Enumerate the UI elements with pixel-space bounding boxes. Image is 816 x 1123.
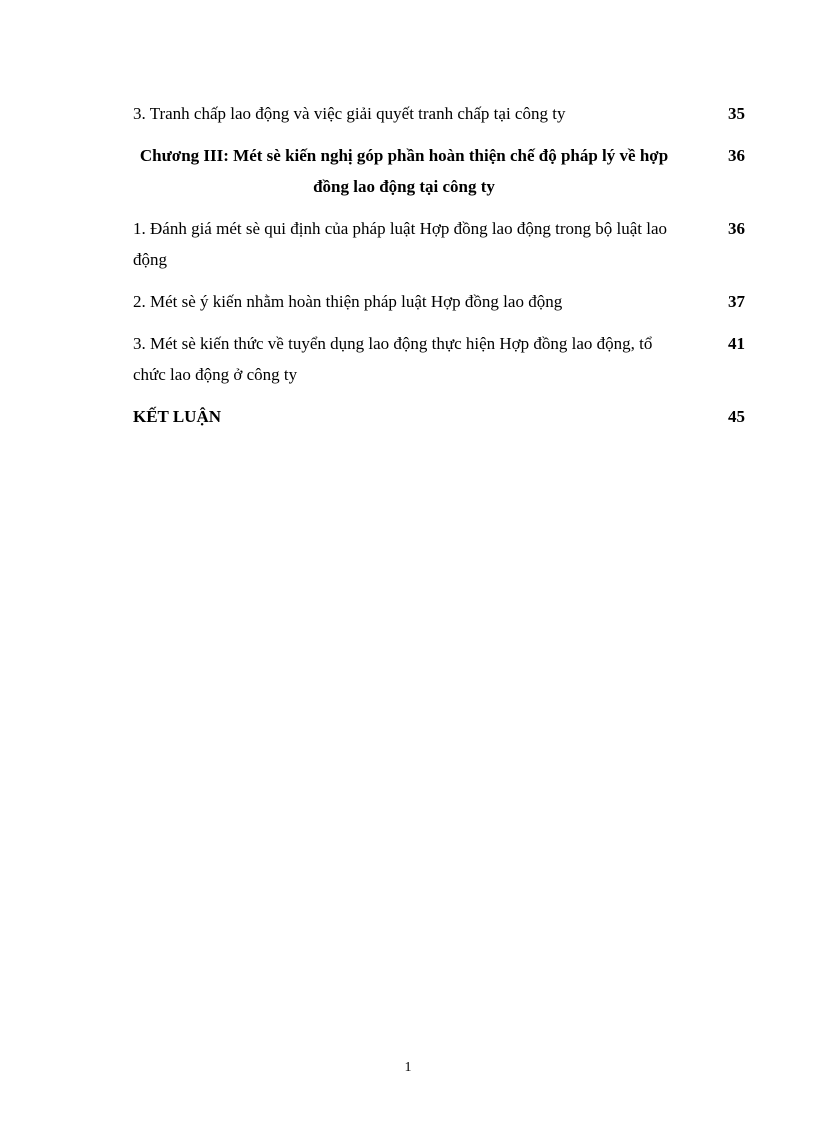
toc-entry-conclusion xyxy=(133,401,745,432)
toc-entry-recruitment-knowledge xyxy=(133,328,745,390)
toc-entry-evaluation xyxy=(133,213,745,275)
toc-entry-dispute-resolution xyxy=(133,98,745,129)
toc-entry-title: 3. Tranh chấp lao động và việc giải quyết tranh chấp tại công ty xyxy=(133,104,566,123)
toc-entry-chapter-3 xyxy=(133,140,745,202)
toc-entry-title: Chương III: Mét sè kiến nghị góp phần hoàn thiện chế độ pháp lý về hợp đồng lao động tại công ty xyxy=(139,146,669,196)
toc-entry-page: 36 xyxy=(728,219,745,238)
toc-entry-title: KẾT LUẬN xyxy=(133,407,222,426)
toc-entry-title: 3. Mét sè kiến thức về tuyển dụng lao động thực hiện Hợp đồng lao động, tổ chức lao động ở công ty xyxy=(133,334,653,384)
toc-entry-page: 35 xyxy=(728,104,745,123)
toc-entry-page: 41 xyxy=(728,334,745,353)
toc-entry-title: 2. Mét sè ý kiến nhằm hoàn thiện pháp luật Hợp đồng lao động xyxy=(133,292,563,311)
page-number: 1 xyxy=(404,1060,412,1075)
toc-entry-page: 36 xyxy=(728,146,745,165)
toc-entry-page: 37 xyxy=(728,292,745,311)
table-of-contents xyxy=(133,98,745,443)
toc-entry-title: 1. Đánh giá mét sè qui định của pháp luật Hợp đồng lao động trong bộ luật lao động xyxy=(133,219,667,269)
toc-entry-page: 45 xyxy=(728,407,745,426)
toc-entry-suggestions xyxy=(133,286,745,317)
